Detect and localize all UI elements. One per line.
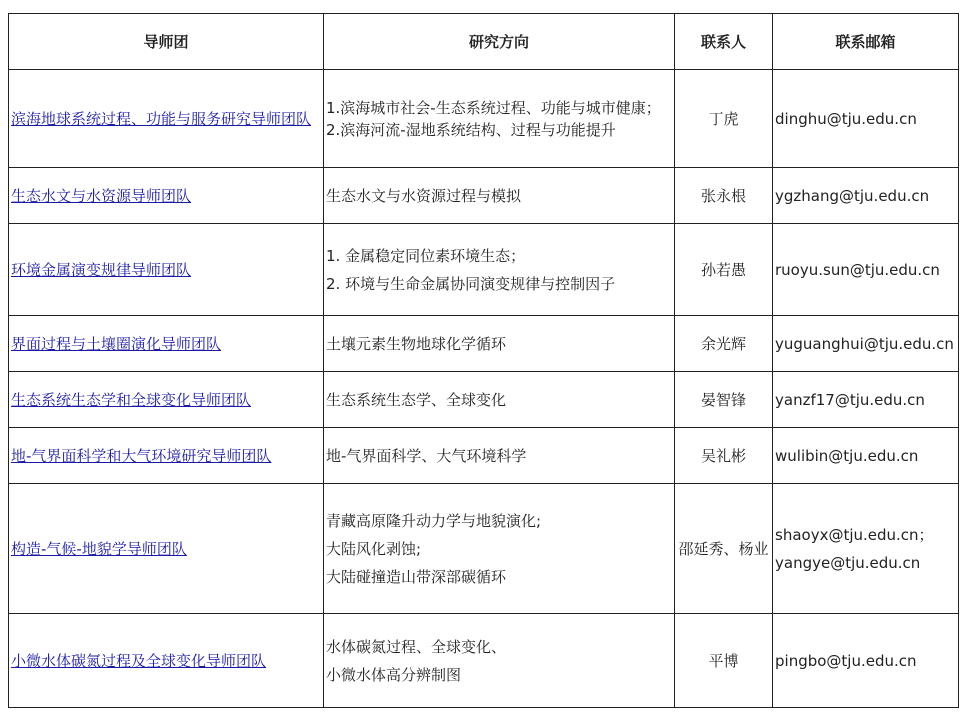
- header-research-direction: 研究方向: [324, 14, 675, 70]
- table-row: [9, 316, 959, 372]
- research-line: 水体碳氮过程、全球变化、: [326, 637, 507, 656]
- email-address: yuguanghui@tju.edu.cn: [775, 334, 954, 353]
- email-address: yanzf17@tju.edu.cn: [775, 390, 925, 409]
- research-line: 地-气界面科学、大气环境科学: [326, 446, 527, 465]
- contact-cell: 张永根: [675, 168, 773, 224]
- research-cell: [324, 614, 675, 708]
- team-cell: [9, 484, 324, 614]
- research-line: 大陆碰撞造山带深部碳循环: [326, 567, 507, 586]
- email-cell: [773, 168, 959, 224]
- supervisor-team-table: [8, 13, 959, 708]
- table-row: [9, 484, 959, 614]
- table-row: [9, 70, 959, 168]
- research-cell: [324, 372, 675, 428]
- contact-cell: 邵延秀、杨业: [675, 484, 773, 614]
- email-address: yangye@tju.edu.cn: [775, 553, 921, 572]
- table-row: [9, 372, 959, 428]
- table-row: [9, 428, 959, 484]
- research-line: 生态系统生态学、全球变化: [326, 390, 507, 409]
- research-line: 2.滨海河流-湿地系统结构、过程与功能提升: [326, 120, 616, 139]
- table-row: [9, 614, 959, 708]
- header-contact-email: 联系邮箱: [773, 14, 959, 70]
- email-cell: [773, 614, 959, 708]
- team-cell: [9, 316, 324, 372]
- email-cell: [773, 484, 959, 614]
- research-cell: [324, 224, 675, 316]
- research-line: 生态水文与水资源过程与模拟: [326, 186, 522, 205]
- table-row: [9, 224, 959, 316]
- table-row: [9, 168, 959, 224]
- team-link[interactable]: 小微水体碳氮过程及全球变化导师团队: [11, 651, 267, 670]
- table-header-row: [9, 14, 959, 70]
- email-address: ygzhang@tju.edu.cn: [775, 186, 930, 205]
- team-link[interactable]: 界面过程与土壤圈演化导师团队: [11, 334, 222, 353]
- header-contact-person: 联系人: [675, 14, 773, 70]
- research-line: 大陆风化剥蚀;: [326, 539, 422, 558]
- research-cell: [324, 484, 675, 614]
- email-address: ruoyu.sun@tju.edu.cn: [775, 260, 940, 279]
- research-line: 小微水体高分辨制图: [326, 665, 462, 684]
- research-cell: [324, 428, 675, 484]
- team-link[interactable]: 生态水文与水资源导师团队: [11, 186, 192, 205]
- team-link[interactable]: 滨海地球系统过程、功能与服务研究导师团队: [11, 109, 312, 128]
- email-cell: [773, 224, 959, 316]
- email-address: shaoyx@tju.edu.cn；: [775, 525, 934, 544]
- research-line: 1.滨海城市社会-生态系统过程、功能与城市健康；: [326, 98, 661, 117]
- research-cell: [324, 316, 675, 372]
- team-cell: [9, 372, 324, 428]
- email-cell: [773, 428, 959, 484]
- email-cell: [773, 316, 959, 372]
- team-cell: [9, 224, 324, 316]
- team-link[interactable]: 地-气界面科学和大气环境研究导师团队: [11, 446, 272, 465]
- contact-cell: 丁虎: [675, 70, 773, 168]
- team-cell: [9, 614, 324, 708]
- research-line: 青藏高原隆升动力学与地貌演化;: [326, 511, 542, 530]
- email-address: pingbo@tju.edu.cn: [775, 651, 917, 670]
- email-cell: [773, 70, 959, 168]
- contact-cell: 余光辉: [675, 316, 773, 372]
- contact-cell: 吴礼彬: [675, 428, 773, 484]
- team-link[interactable]: 环境金属演变规律导师团队: [11, 260, 192, 279]
- email-address: dinghu@tju.edu.cn: [775, 109, 917, 128]
- email-cell: [773, 372, 959, 428]
- team-link[interactable]: 构造-气候-地貌学导师团队: [11, 539, 187, 558]
- research-cell: [324, 70, 675, 168]
- research-line: 1. 金属稳定同位素环境生态；: [326, 246, 526, 265]
- team-link[interactable]: 生态系统生态学和全球变化导师团队: [11, 390, 252, 409]
- research-line: 2. 环境与生命金属协同演变规律与控制因子: [326, 274, 616, 293]
- email-address: wulibin@tju.edu.cn: [775, 446, 919, 465]
- team-cell: [9, 70, 324, 168]
- header-team: 导师团: [9, 14, 324, 70]
- team-cell: [9, 428, 324, 484]
- contact-cell: 平博: [675, 614, 773, 708]
- contact-cell: 孙若愚: [675, 224, 773, 316]
- team-cell: [9, 168, 324, 224]
- research-cell: [324, 168, 675, 224]
- contact-cell: 晏智锋: [675, 372, 773, 428]
- research-line: 土壤元素生物地球化学循环: [326, 334, 507, 353]
